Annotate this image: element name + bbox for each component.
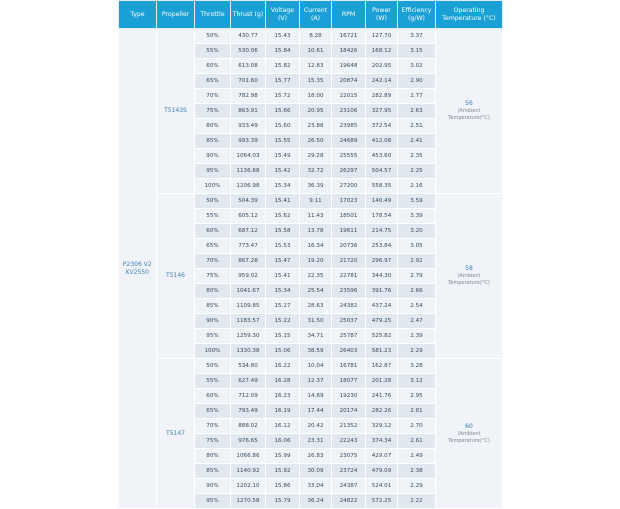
header-power: Power (W) <box>366 1 398 29</box>
thrust-cell: 863.91 <box>231 104 266 119</box>
header-temperature: Operating Temperature (°C) <box>436 1 503 29</box>
voltage-cell: 15.79 <box>266 494 300 509</box>
thrust-cell: 1330.38 <box>231 344 266 359</box>
rpm-cell: 22781 <box>332 269 366 284</box>
efficiency-cell: 2.81 <box>398 404 436 419</box>
current-cell: 29.28 <box>300 149 332 164</box>
throttle-cell: 85% <box>195 464 231 479</box>
thrust-cell: 1206.98 <box>231 179 266 194</box>
type-cell: P2306 V2 KV2550 <box>119 29 157 509</box>
throttle-cell: 55% <box>195 44 231 59</box>
thrust-cell: 687.12 <box>231 224 266 239</box>
throttle-cell: 50% <box>195 359 231 374</box>
current-cell: 30.09 <box>300 464 332 479</box>
efficiency-cell: 2.70 <box>398 419 436 434</box>
current-cell: 38.59 <box>300 344 332 359</box>
motor-performance-sheet <box>118 0 502 504</box>
power-cell: 202.95 <box>366 59 398 74</box>
power-cell: 140.49 <box>366 194 398 209</box>
thrust-cell: 1183.57 <box>231 314 266 329</box>
voltage-cell: 15.34 <box>266 179 300 194</box>
voltage-cell: 15.60 <box>266 119 300 134</box>
table-header <box>119 1 503 29</box>
throttle-cell: 80% <box>195 284 231 299</box>
thrust-cell: 1140.92 <box>231 464 266 479</box>
voltage-cell: 16.23 <box>266 389 300 404</box>
voltage-cell: 15.27 <box>266 299 300 314</box>
rpm-cell: 16781 <box>332 359 366 374</box>
power-cell: 372.54 <box>366 119 398 134</box>
efficiency-cell: 2.66 <box>398 284 436 299</box>
voltage-cell: 15.34 <box>266 284 300 299</box>
current-cell: 13.78 <box>300 224 332 239</box>
header-throttle: Throttle <box>195 1 231 29</box>
rpm-cell: 21352 <box>332 419 366 434</box>
power-cell: 344.30 <box>366 269 398 284</box>
rpm-cell: 20736 <box>332 239 366 254</box>
voltage-cell: 15.62 <box>266 209 300 224</box>
rpm-cell: 25037 <box>332 314 366 329</box>
efficiency-cell: 2.79 <box>398 269 436 284</box>
rpm-cell: 18501 <box>332 209 366 224</box>
efficiency-cell: 3.39 <box>398 209 436 224</box>
thrust-cell: 530.06 <box>231 44 266 59</box>
rpm-cell: 24822 <box>332 494 366 509</box>
throttle-cell: 60% <box>195 224 231 239</box>
power-cell: 429.07 <box>366 449 398 464</box>
thrust-cell: 1066.86 <box>231 449 266 464</box>
current-cell: 20.42 <box>300 419 332 434</box>
throttle-cell: 50% <box>195 29 231 44</box>
efficiency-cell: 2.29 <box>398 344 436 359</box>
thrust-cell: 1136.68 <box>231 164 266 179</box>
propeller-cell: T5147 <box>157 359 195 509</box>
thrust-cell: 782.98 <box>231 89 266 104</box>
rpm-cell: 24689 <box>332 134 366 149</box>
throttle-cell: 65% <box>195 74 231 89</box>
voltage-cell: 15.66 <box>266 104 300 119</box>
current-cell: 23.88 <box>300 119 332 134</box>
power-cell: 329.12 <box>366 419 398 434</box>
voltage-cell: 15.77 <box>266 74 300 89</box>
temperature-value: 60 <box>465 422 473 430</box>
power-cell: 201.28 <box>366 374 398 389</box>
current-cell: 18.00 <box>300 89 332 104</box>
thrust-cell: 504.39 <box>231 194 266 209</box>
throttle-cell: 100% <box>195 179 231 194</box>
current-cell: 16.34 <box>300 239 332 254</box>
voltage-cell: 15.22 <box>266 314 300 329</box>
power-cell: 242.14 <box>366 74 398 89</box>
throttle-cell: 60% <box>195 389 231 404</box>
rpm-cell: 26403 <box>332 344 366 359</box>
power-cell: 479.25 <box>366 314 398 329</box>
power-cell: 168.12 <box>366 44 398 59</box>
ambient-note: (Ambient Temperature(°C) <box>448 430 490 444</box>
rpm-cell: 23075 <box>332 449 366 464</box>
throttle-cell: 70% <box>195 419 231 434</box>
power-cell: 327.95 <box>366 104 398 119</box>
voltage-cell: 15.41 <box>266 194 300 209</box>
power-cell: 581.23 <box>366 344 398 359</box>
efficiency-cell: 2.90 <box>398 74 436 89</box>
power-cell: 127.70 <box>366 29 398 44</box>
throttle-cell: 75% <box>195 269 231 284</box>
rpm-cell: 20874 <box>332 74 366 89</box>
thrust-cell: 534.80 <box>231 359 266 374</box>
throttle-cell: 75% <box>195 434 231 449</box>
throttle-cell: 90% <box>195 314 231 329</box>
thrust-cell: 1202.10 <box>231 479 266 494</box>
rpm-cell: 26297 <box>332 164 366 179</box>
current-cell: 36.39 <box>300 179 332 194</box>
voltage-cell: 15.42 <box>266 164 300 179</box>
voltage-cell: 15.15 <box>266 329 300 344</box>
performance-table <box>118 0 503 509</box>
power-cell: 178.54 <box>366 209 398 224</box>
efficiency-cell: 2.25 <box>398 164 436 179</box>
power-cell: 241.76 <box>366 389 398 404</box>
voltage-cell: 15.72 <box>266 89 300 104</box>
table-row <box>119 359 503 374</box>
rpm-cell: 27200 <box>332 179 366 194</box>
current-cell: 25.54 <box>300 284 332 299</box>
rpm-cell: 17023 <box>332 194 366 209</box>
voltage-cell: 16.12 <box>266 419 300 434</box>
power-cell: 437.24 <box>366 299 398 314</box>
rpm-cell: 19611 <box>332 224 366 239</box>
throttle-cell: 100% <box>195 344 231 359</box>
thrust-cell: 712.09 <box>231 389 266 404</box>
header-efficiency: Efficiency (g/W) <box>398 1 436 29</box>
efficiency-cell: 3.20 <box>398 224 436 239</box>
throttle-cell: 70% <box>195 254 231 269</box>
rpm-cell: 18077 <box>332 374 366 389</box>
throttle-cell: 95% <box>195 494 231 509</box>
voltage-cell: 16.28 <box>266 374 300 389</box>
header-current: Current (A) <box>300 1 332 29</box>
efficiency-cell: 3.05 <box>398 239 436 254</box>
throttle-cell: 65% <box>195 239 231 254</box>
voltage-cell: 16.22 <box>266 359 300 374</box>
voltage-cell: 15.41 <box>266 269 300 284</box>
header-rpm: RPM <box>332 1 366 29</box>
efficiency-cell: 2.38 <box>398 464 436 479</box>
power-cell: 374.34 <box>366 434 398 449</box>
temperature-cell <box>436 194 503 359</box>
power-cell: 525.82 <box>366 329 398 344</box>
thrust-cell: 773.47 <box>231 239 266 254</box>
current-cell: 19.20 <box>300 254 332 269</box>
current-cell: 33.04 <box>300 479 332 494</box>
power-cell: 524.01 <box>366 479 398 494</box>
power-cell: 572.25 <box>366 494 398 509</box>
throttle-cell: 80% <box>195 119 231 134</box>
throttle-cell: 95% <box>195 329 231 344</box>
voltage-cell: 15.49 <box>266 149 300 164</box>
current-cell: 28.63 <box>300 299 332 314</box>
thrust-cell: 613.08 <box>231 59 266 74</box>
efficiency-cell: 2.29 <box>398 479 436 494</box>
efficiency-cell: 2.39 <box>398 329 436 344</box>
voltage-cell: 15.43 <box>266 29 300 44</box>
rpm-cell: 22243 <box>332 434 366 449</box>
rpm-cell: 25787 <box>332 329 366 344</box>
efficiency-cell: 2.63 <box>398 104 436 119</box>
rpm-cell: 18426 <box>332 44 366 59</box>
thrust-cell: 701.60 <box>231 74 266 89</box>
throttle-cell: 50% <box>195 194 231 209</box>
throttle-cell: 90% <box>195 479 231 494</box>
thrust-cell: 1270.58 <box>231 494 266 509</box>
rpm-cell: 24382 <box>332 299 366 314</box>
rpm-cell: 23985 <box>332 119 366 134</box>
current-cell: 9.11 <box>300 194 332 209</box>
current-cell: 32.72 <box>300 164 332 179</box>
voltage-cell: 15.58 <box>266 224 300 239</box>
current-cell: 26.50 <box>300 134 332 149</box>
voltage-cell: 15.99 <box>266 449 300 464</box>
current-cell: 20.95 <box>300 104 332 119</box>
efficiency-cell: 3.37 <box>398 29 436 44</box>
voltage-cell: 15.55 <box>266 134 300 149</box>
voltage-cell: 15.92 <box>266 464 300 479</box>
current-cell: 12.37 <box>300 374 332 389</box>
power-cell: 558.35 <box>366 179 398 194</box>
rpm-cell: 19230 <box>332 389 366 404</box>
ambient-note: (Ambient Temperature(°C) <box>448 273 490 286</box>
efficiency-cell: 2.54 <box>398 299 436 314</box>
throttle-cell: 95% <box>195 164 231 179</box>
thrust-cell: 605.12 <box>231 209 266 224</box>
efficiency-cell: 2.51 <box>398 119 436 134</box>
thrust-cell: 793.49 <box>231 404 266 419</box>
header-propeller: Propeller <box>157 1 195 29</box>
header-thrust: Thrust (g) <box>231 1 266 29</box>
temperature-cell <box>436 29 503 194</box>
throttle-cell: 60% <box>195 59 231 74</box>
throttle-cell: 80% <box>195 449 231 464</box>
efficiency-cell: 2.16 <box>398 179 436 194</box>
voltage-cell: 15.06 <box>266 344 300 359</box>
efficiency-cell: 3.15 <box>398 44 436 59</box>
voltage-cell: 15.86 <box>266 479 300 494</box>
rpm-cell: 22015 <box>332 89 366 104</box>
propeller-cell: T5143S <box>157 29 195 194</box>
rpm-cell: 20174 <box>332 404 366 419</box>
voltage-cell: 15.84 <box>266 44 300 59</box>
current-cell: 36.24 <box>300 494 332 509</box>
thrust-cell: 1041.67 <box>231 284 266 299</box>
thrust-cell: 430.77 <box>231 29 266 44</box>
efficiency-cell: 3.02 <box>398 59 436 74</box>
current-cell: 11.43 <box>300 209 332 224</box>
current-cell: 10.61 <box>300 44 332 59</box>
current-cell: 8.28 <box>300 29 332 44</box>
voltage-cell: 15.53 <box>266 239 300 254</box>
throttle-cell: 65% <box>195 404 231 419</box>
power-cell: 282.89 <box>366 89 398 104</box>
throttle-cell: 85% <box>195 299 231 314</box>
propeller-cell: T5146 <box>157 194 195 359</box>
rpm-cell: 25555 <box>332 149 366 164</box>
thrust-cell: 959.02 <box>231 269 266 284</box>
efficiency-cell: 2.49 <box>398 449 436 464</box>
efficiency-cell: 2.47 <box>398 314 436 329</box>
thrust-cell: 993.39 <box>231 134 266 149</box>
current-cell: 26.83 <box>300 449 332 464</box>
power-cell: 412.08 <box>366 134 398 149</box>
efficiency-cell: 2.22 <box>398 494 436 509</box>
current-cell: 10.04 <box>300 359 332 374</box>
power-cell: 253.84 <box>366 239 398 254</box>
temperature-value: 56 <box>465 100 473 107</box>
temperature-cell <box>436 359 503 509</box>
rpm-cell: 16721 <box>332 29 366 44</box>
efficiency-cell: 3.12 <box>398 374 436 389</box>
voltage-cell: 15.82 <box>266 59 300 74</box>
rpm-cell: 23724 <box>332 464 366 479</box>
current-cell: 22.35 <box>300 269 332 284</box>
power-cell: 453.60 <box>366 149 398 164</box>
current-cell: 23.31 <box>300 434 332 449</box>
efficiency-cell: 2.41 <box>398 134 436 149</box>
throttle-cell: 90% <box>195 149 231 164</box>
efficiency-cell: 2.35 <box>398 149 436 164</box>
rpm-cell: 21720 <box>332 254 366 269</box>
throttle-cell: 55% <box>195 374 231 389</box>
thrust-cell: 1259.30 <box>231 329 266 344</box>
current-cell: 17.44 <box>300 404 332 419</box>
rpm-cell: 24387 <box>332 479 366 494</box>
thrust-cell: 627.49 <box>231 374 266 389</box>
voltage-cell: 15.47 <box>266 254 300 269</box>
throttle-cell: 70% <box>195 89 231 104</box>
thrust-cell: 1109.85 <box>231 299 266 314</box>
table-row <box>119 194 503 209</box>
power-cell: 214.75 <box>366 224 398 239</box>
power-cell: 504.57 <box>366 164 398 179</box>
rpm-cell: 23106 <box>332 104 366 119</box>
voltage-cell: 16.19 <box>266 404 300 419</box>
rpm-cell: 23596 <box>332 284 366 299</box>
power-cell: 282.26 <box>366 404 398 419</box>
efficiency-cell: 2.92 <box>398 254 436 269</box>
throttle-cell: 75% <box>195 104 231 119</box>
table-body <box>119 29 503 509</box>
thrust-cell: 867.28 <box>231 254 266 269</box>
thrust-cell: 888.02 <box>231 419 266 434</box>
ambient-note: (Ambient Temperature(°C) <box>448 108 490 121</box>
efficiency-cell: 3.28 <box>398 359 436 374</box>
current-cell: 12.83 <box>300 59 332 74</box>
thrust-cell: 1064.03 <box>231 149 266 164</box>
header-type: Type <box>119 1 157 29</box>
thrust-cell: 933.49 <box>231 119 266 134</box>
current-cell: 34.71 <box>300 329 332 344</box>
current-cell: 14.89 <box>300 389 332 404</box>
efficiency-cell: 3.59 <box>398 194 436 209</box>
power-cell: 479.09 <box>366 464 398 479</box>
thrust-cell: 976.65 <box>231 434 266 449</box>
table-row <box>119 29 503 44</box>
rpm-cell: 19648 <box>332 59 366 74</box>
throttle-cell: 55% <box>195 209 231 224</box>
current-cell: 31.50 <box>300 314 332 329</box>
efficiency-cell: 2.77 <box>398 89 436 104</box>
throttle-cell: 85% <box>195 134 231 149</box>
voltage-cell: 16.06 <box>266 434 300 449</box>
efficiency-cell: 2.95 <box>398 389 436 404</box>
current-cell: 15.35 <box>300 74 332 89</box>
header-voltage: Voltage (V) <box>266 1 300 29</box>
power-cell: 391.76 <box>366 284 398 299</box>
power-cell: 296.97 <box>366 254 398 269</box>
temperature-value: 58 <box>465 265 473 272</box>
power-cell: 162.87 <box>366 359 398 374</box>
efficiency-cell: 2.61 <box>398 434 436 449</box>
